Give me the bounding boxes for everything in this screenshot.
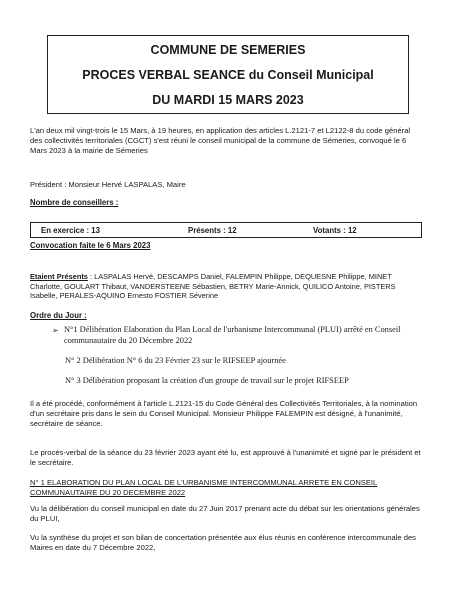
count-in-office: En exercice : 13: [41, 226, 100, 235]
agenda-item-3: N° 3 Délibération proposant la création d'un groupe de travail sur le projet RIFSEEP: [65, 376, 349, 385]
secretary-paragraph: Il a été procédé, conformément à l'article L.2121-15 du Code Général des Collectivités Territoriales, à la nomination d'un secrétaire pris dans le sein du Conseil Municipal. Monsieur Philippe FALEMPIN est désigné, à l'unanimité, secrétaire de séance.: [30, 399, 418, 429]
councillors-count-heading: Nombre de conseillers :: [30, 198, 119, 207]
attendees-label: Etaient Présents: [30, 272, 88, 281]
commune-title: COMMUNE DE SEMERIES: [150, 43, 306, 57]
section-1-heading: N° 1 ELABORATION DU PLAN LOCAL DE L'URBANISME INTERCOMMUNAL ARRETE EN CONSEIL COMMUNAUTAIRE DU 20 DECEMBRE 2022: [30, 478, 378, 498]
agenda-item-1: N°1 Délibération Elaboration du Plan Local de l'urbanisme Intercommunal (PLUI) arrêté en Conseil communautaire du 20 Décembre 2022: [64, 325, 401, 345]
session-date: DU MARDI 15 MARS 2023: [152, 93, 304, 107]
convocation-date: Convocation faite le 6 Mars 2023: [30, 241, 151, 250]
whereas-1: Vu la délibération du conseil municipal en date du 27 Juin 2017 prenant acte du débat sur les orientations générales du PLUI,: [30, 504, 420, 524]
president-line: Président : Monsieur Hervé LASPALAS, Maire: [30, 180, 186, 189]
councillors-count-box: [30, 222, 422, 238]
count-voters: Votants : 12: [313, 226, 357, 235]
agenda-heading: Ordre du Jour :: [30, 311, 87, 320]
whereas-2: Vu la synthèse du projet et son bilan de concertation présentée aux élus réunis en conférence intercommunale des Maires en date du 7 Décembre 2022,: [30, 533, 416, 553]
agenda-item-2: N° 2 Délibération N° 6 du 23 Février 23 sur le RIFSEEP ajournée: [65, 356, 286, 365]
minutes-approval-paragraph: Le procès-verbal de la séance du 23 février 2023 ayant été lu, est approuvé à l'unanimité et signé par le président et le secrétaire.: [30, 448, 421, 468]
count-present: Présents : 12: [188, 226, 237, 235]
arrow-bullet-icon: ➢: [52, 326, 59, 335]
attendees-list: : LASPALAS Hervé, DESCAMPS Daniel, FALEMPIN Philippe, DEQUESNE Philippe, MINET Charlotte, GOULART Thibaut, VANDERSTEENE Sébastien, BETRY Marie-Annick, QUILICO Antoine, PISTERS Isabelle, PERALES-AQUINO Ernesto FOSTIER Séverine: [30, 272, 396, 301]
document-title: PROCES VERBAL SEANCE du Conseil Municipal: [82, 68, 374, 82]
intro-paragraph: L'an deux mil vingt-trois le 15 Mars, à 19 heures, en application des articles L.2121-7 et L2122-8 du code général des collectivités territoriales (CGCT) s'est réuni le conseil municipal de la commune de Sémeries, convoqué le 6 Mars 2023 à la mairie de Sémeries: [30, 126, 411, 156]
document-title-box: [47, 35, 409, 114]
attendees-paragraph: [30, 272, 424, 301]
